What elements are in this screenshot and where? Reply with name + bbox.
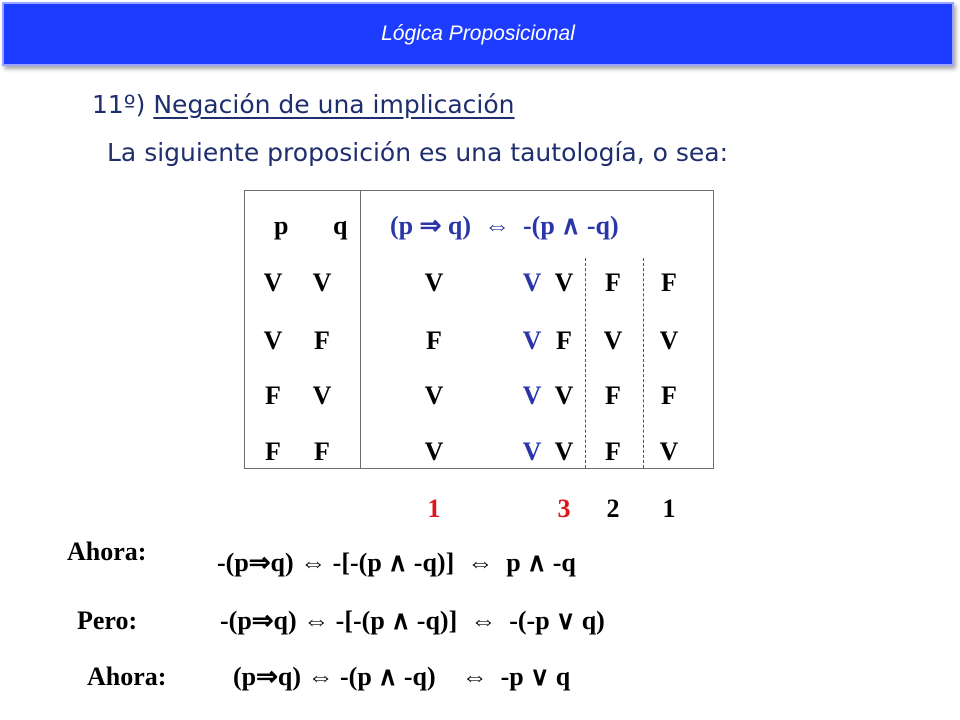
cell-biconditional: V — [522, 268, 542, 297]
cell-conjunction: F — [605, 381, 621, 410]
section-heading — [92, 90, 515, 119]
cell-implication: V — [424, 381, 444, 410]
heading-number: 11º) — [92, 90, 146, 119]
banner-title: Lógica Proposicional — [381, 22, 575, 45]
cell-p: V — [263, 326, 283, 355]
derivation-label: Ahora: — [67, 537, 147, 566]
dashed-separator-2 — [643, 258, 644, 468]
cell-biconditional: V — [522, 437, 542, 466]
table-left-border — [244, 190, 245, 469]
cell-neg-q: F — [661, 381, 677, 410]
cell-implication: V — [424, 268, 444, 297]
step-number-implication: 1 — [427, 494, 441, 523]
cell-negation: V — [554, 437, 574, 466]
cell-implication: F — [426, 326, 442, 355]
header-expression: (p ⇒ q) ⇔ -(p ∧ -q) — [390, 211, 619, 240]
heading-title: Negación de una implicación — [153, 90, 515, 119]
title-banner — [2, 2, 954, 66]
table-top-border — [244, 190, 714, 191]
cell-negation: F — [556, 326, 572, 355]
step-number-neg-q: 1 — [662, 494, 676, 523]
derivation-label: Pero: — [77, 606, 138, 635]
dashed-separator-1 — [585, 258, 586, 468]
cell-q: V — [312, 268, 332, 297]
cell-p: F — [265, 437, 281, 466]
derivation-formula: -(p⇒q) ⇔ -[-(p ∧ -q)] ⇔ p ∧ -q — [217, 548, 576, 577]
cell-implication: V — [424, 437, 444, 466]
cell-conjunction: F — [605, 268, 621, 297]
cell-biconditional: V — [522, 381, 542, 410]
header-p: p — [274, 211, 289, 240]
derivation-formula: (p⇒q) ⇔ -(p ∧ -q) ⇔ -p ∨ q — [233, 662, 571, 691]
cell-negation: V — [554, 268, 574, 297]
cell-conjunction: V — [603, 326, 623, 355]
cell-p: V — [263, 268, 283, 297]
cell-conjunction: F — [605, 437, 621, 466]
step-number-conjunction: 2 — [606, 494, 620, 523]
table-bottom-border — [244, 468, 714, 469]
cell-p: F — [265, 381, 281, 410]
cell-negation: V — [554, 381, 574, 410]
cell-neg-q: V — [659, 326, 679, 355]
derivation-label: Ahora: — [87, 662, 167, 691]
table-right-border — [713, 190, 714, 469]
cell-q: F — [314, 437, 330, 466]
header-q: q — [333, 211, 348, 240]
cell-q: V — [312, 381, 332, 410]
cell-biconditional: V — [522, 326, 542, 355]
cell-neg-q: F — [661, 268, 677, 297]
intro-text: La siguiente proposición es una tautología, o sea: — [107, 138, 729, 167]
table-separator — [360, 190, 361, 469]
step-number-biconditional: 3 — [557, 494, 571, 523]
derivation-formula: -(p⇒q) ⇔ -[-(p ∧ -q)] ⇔ -(-p ∨ q) — [220, 606, 605, 635]
cell-q: F — [314, 326, 330, 355]
cell-neg-q: V — [659, 437, 679, 466]
